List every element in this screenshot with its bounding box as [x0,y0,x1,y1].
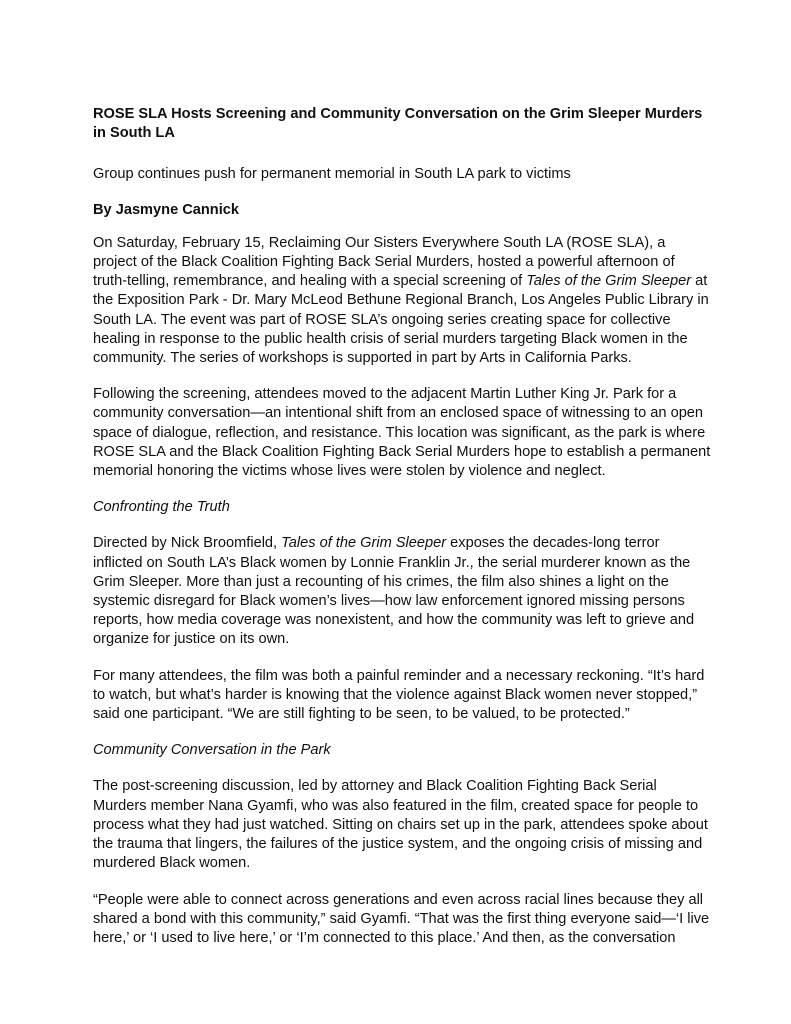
paragraph-1 [93,234,711,368]
paragraph-4: For many attendees, the film was both a painful reminder and a necessary reckoning. “It’s hard to watch, but what’s harder is knowing that the violence against Black women never stopped,” said one participant. “We are still fighting to be seen, to be valued, to be protected.” [93,667,705,723]
paragraph-2: Following the screening, attendees moved to the adjacent Martin Luther King Jr. Park for a community conversation—an intentional shift from an enclosed space of witnessing to an open space of dialogue, reflection, and resistance. This location was significant, as the park is where ROSE SLA and the Black Coalition Fighting Back Serial Murders hope to establish a permanent memorial honoring the victims whose lives were stolen by violence and neglect. [93,386,711,480]
paragraph-5: The post-screening discussion, led by attorney and Black Coalition Fighting Back Serial Murders member Nana Gyamfi, who was also featured in the film, created space for people to process what they had just watched. Sitting on chairs set up in the park, attendees spoke about the trauma that lingers, the failures of the justice system, and the ongoing crisis of missing and murdered Black women. [93,778,708,872]
paragraph-3-text-a: Directed by Nick Broomfield, [93,535,282,552]
article-title: ROSE SLA Hosts Screening and Community Conversation on the Grim Sleeper Murders in South LA [93,106,703,142]
paragraph-1-text-b: at the Exposition Park - Dr. Mary McLeod Bethune Regional Branch, Los Angeles Public Library in South LA. The event was part of ROSE SLA’s ongoing series creating space for collective healing in response to the public health crisis of serial murders targeting Black women in the community. The series of workshops is supported in part by Arts in California Parks. [93,273,709,367]
paragraph-6: “People were able to connect across generations and even across racial lines because they all shared a bond with this community,” said Gyamfi. “That was the first thing everyone said—‘I live here,’ or ‘I used to live here,’ or ‘I’m connected to this place.’ And then, as the conversation [93,891,710,946]
article-subtitle: Group continues push for permanent memorial in South LA park to victims [93,166,571,183]
section-heading-confronting-the-truth: Confronting the Truth [93,499,230,516]
article-body [93,105,711,965]
paragraph-3 [93,534,711,649]
film-title: Tales of the Grim Sleeper [526,273,692,290]
section-heading-community-conversation: Community Conversation in the Park [93,742,331,759]
paragraph-3-text-b: exposes the decades-long terror inflicted on South LA’s Black women by Lonnie Franklin Jr., the serial murderer known as the Grim Sleeper. More than just a recounting of his crimes, the film also shines a light on the systemic disregard for Black women’s lives—how law enforcement ignored missing persons reports, how media coverage was nonexistent, and how the community was left to grieve and organize for justice on its own. [93,535,695,648]
paragraph-1-text-a: On Saturday, February 15, Reclaiming Our Sisters Everywhere South LA (ROSE SLA), a project of the Black Coalition Fighting Back Serial Murders, hosted a powerful afternoon of truth-telling, remembrance, and healing with a special screening of [93,234,675,290]
article-byline: By Jasmyne Cannick [93,201,240,218]
film-title: Tales of the Grim Sleeper [281,535,447,552]
